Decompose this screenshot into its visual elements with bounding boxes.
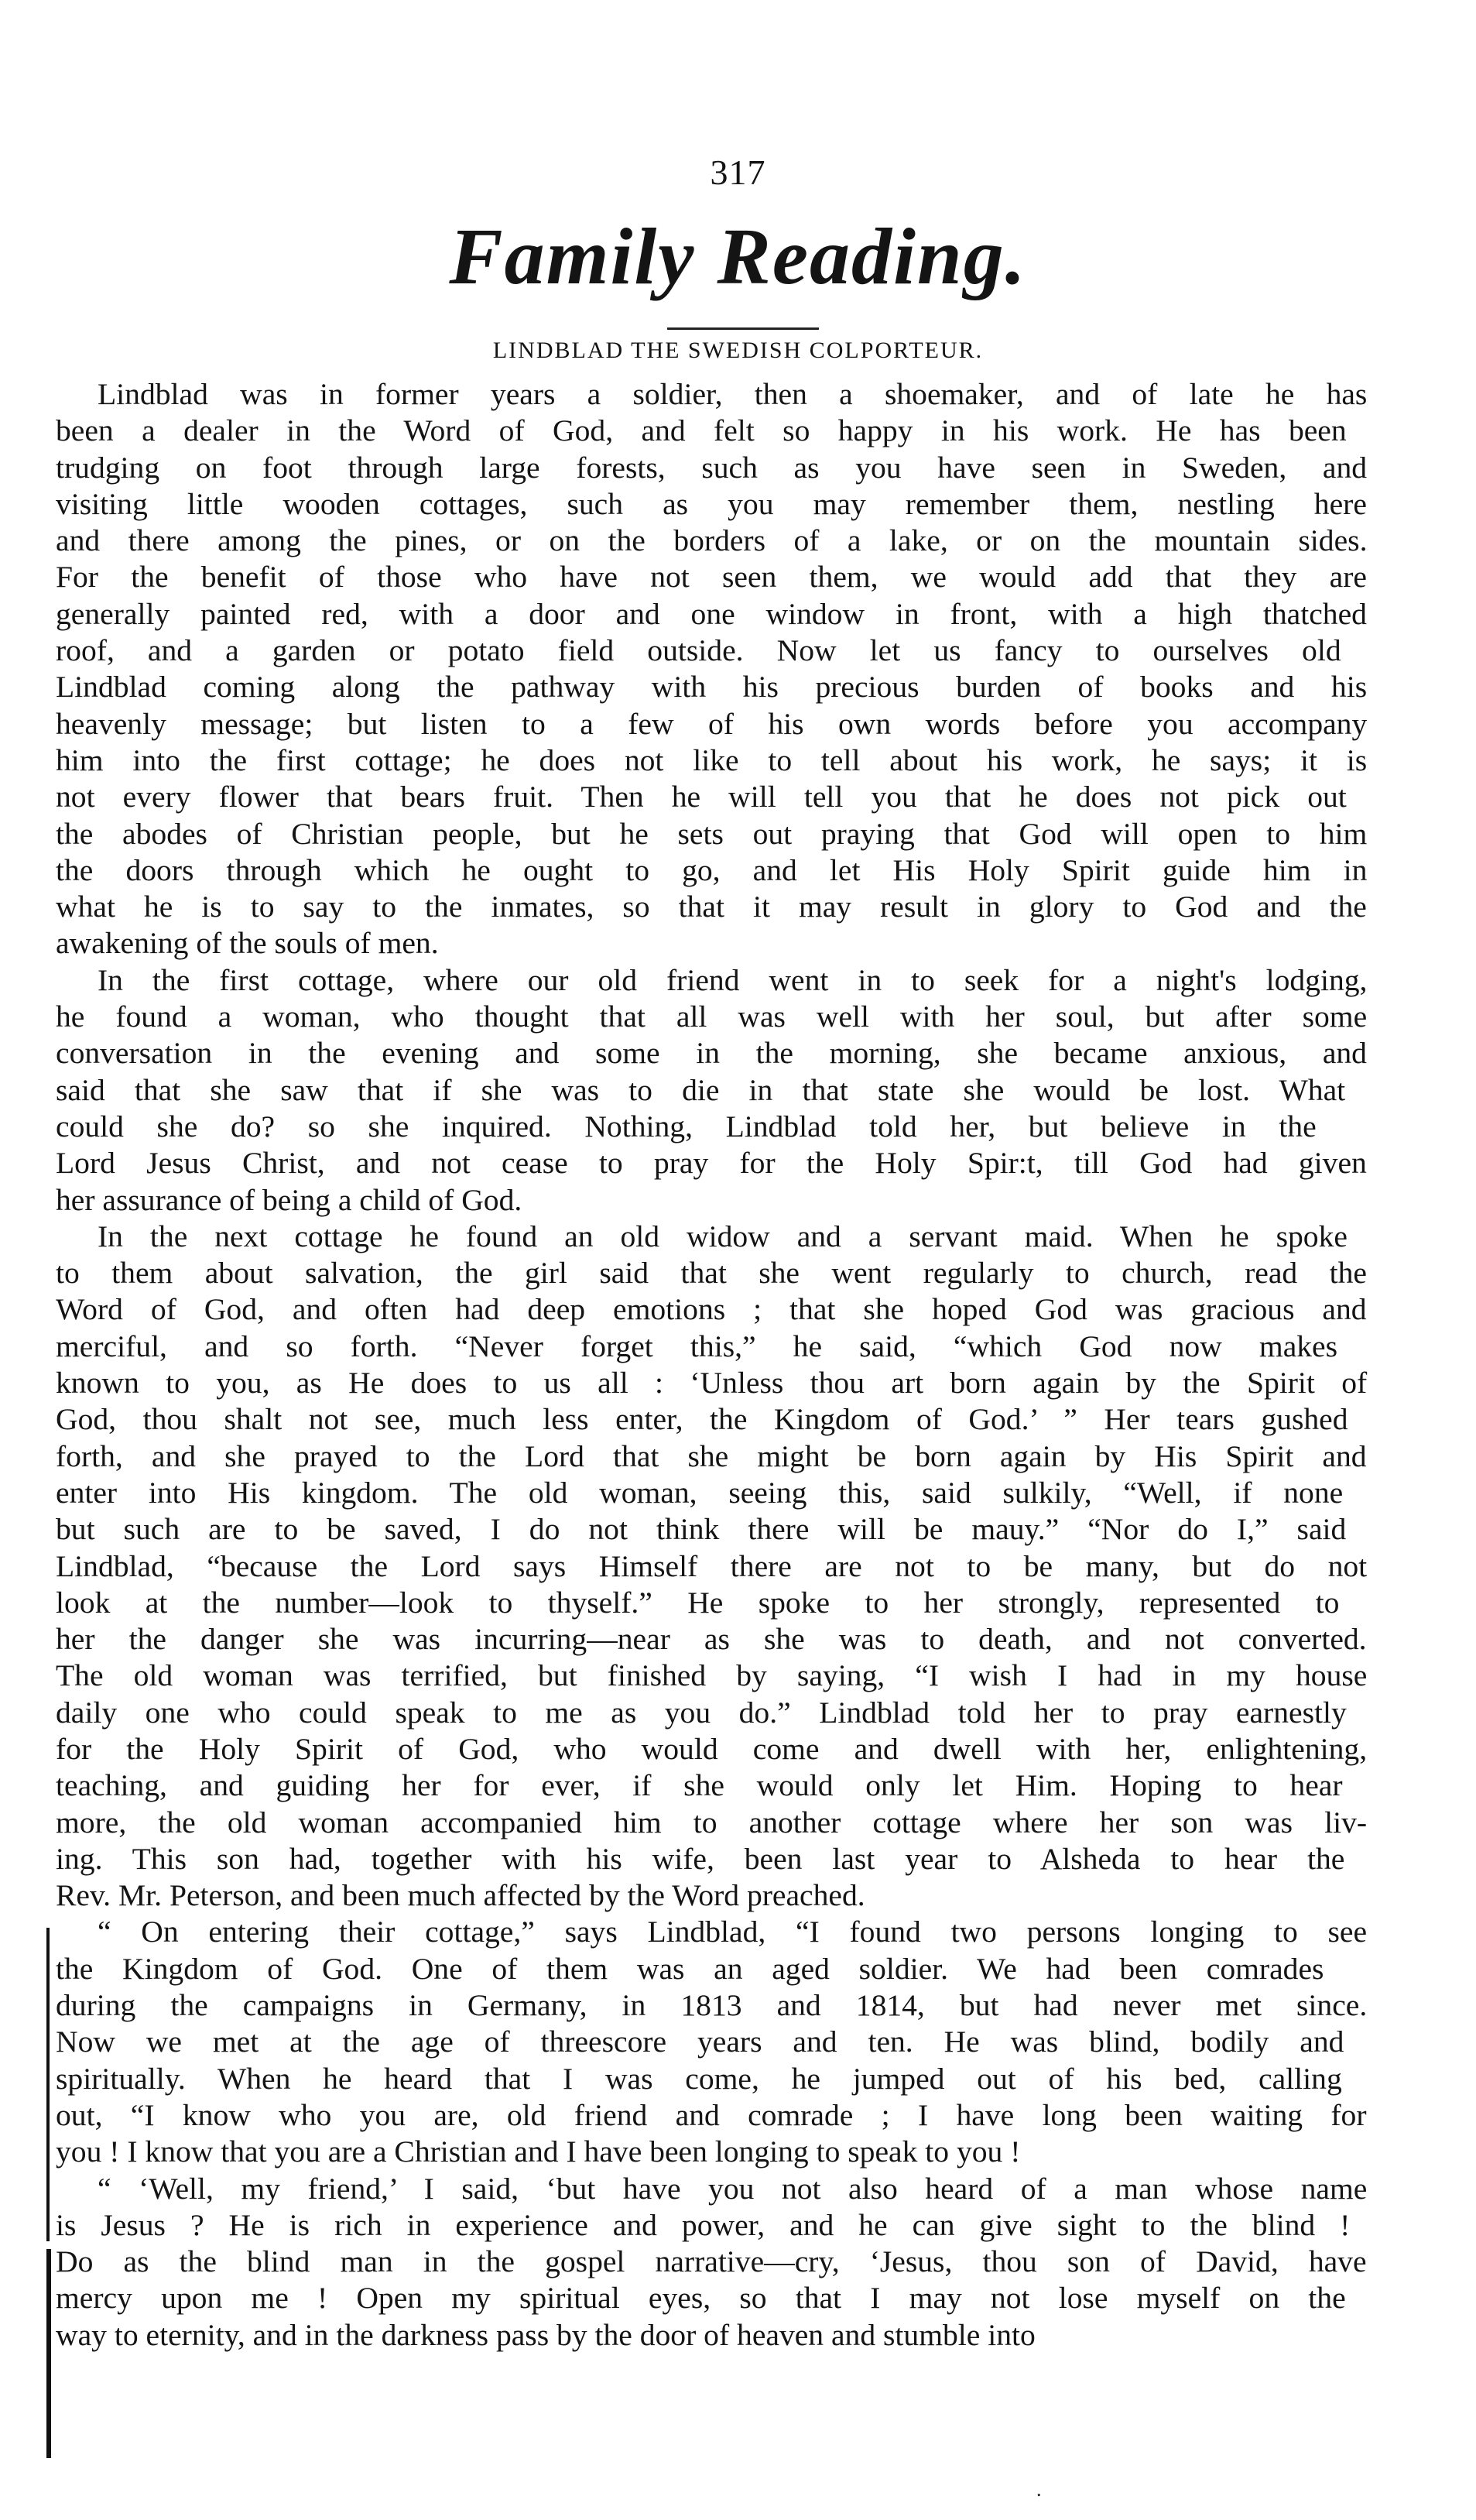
text-line: teaching, and guiding her for ever, if she would only let Him. Hoping to hear — [56, 1768, 1343, 1803]
text-line: said that she saw that if she was to die in that state she would be lost. What — [56, 1072, 1346, 1107]
text-line: look at the number—look to thyself.” He spoke to her strongly, represented to — [56, 1585, 1340, 1620]
page-number: 317 — [710, 153, 766, 192]
text-line: Word of God, and often had deep emotions ; that she hoped God was gracious and — [56, 1292, 1367, 1327]
text-line: ing. This son had, together with his wife, been last year to Alsheda to hear the — [56, 1841, 1345, 1876]
text-line: The old woman was terrified, but finished by saying, “I wish I had in my house — [56, 1658, 1368, 1693]
text-line: her the danger she was incurring—near as she was to death, and not converted. — [56, 1622, 1367, 1657]
text-line: the Kingdom of God. One of them was an aged soldier. We had been comrades — [56, 1951, 1324, 1986]
text-line: way to eternity, and in the darkness pass by the door of heaven and stumble into — [56, 2317, 1036, 2352]
text-line: merciful, and so forth. “Never forget this,” he said, “which God now makes — [56, 1329, 1338, 1363]
text-line: could she do? so she inquired. Nothing, Lindblad told her, but believe in the — [56, 1109, 1317, 1143]
text-line: enter into His kingdom. The old woman, seeing this, said sulkily, “Well, if none — [56, 1475, 1344, 1510]
text-line: Do as the blind man in the gospel narrative—cry, ‘Jesus, thou son of David, have — [56, 2244, 1367, 2279]
text-line: spiritually. When he heard that I was come, he jumped out of his bed, calling — [56, 2061, 1342, 2096]
stray-mark: . — [1036, 2478, 1042, 2501]
text-line: “ On entering their cottage,” says Lindblad, “I found two persons longing to see — [98, 1915, 1368, 1949]
text-line: and there among the pines, or on the borders of a lake, or on the mountain sides. — [56, 523, 1368, 558]
text-line: In the next cottage he found an old widow and a servant maid. When he spoke — [98, 1219, 1348, 1253]
text-line: God, thou shalt not see, much less enter, the Kingdom of God.’ ” Her tears gushed — [56, 1402, 1348, 1437]
text-line: visiting little wooden cottages, such as you may remember them, nestling here — [56, 486, 1367, 521]
text-line: for the Holy Spirit of God, who would come and dwell with her, enlightening, — [56, 1731, 1368, 1766]
text-line: Lindblad, “because the Lord says Himself there are not to be many, but do not — [56, 1548, 1368, 1583]
text-line: forth, and she prayed to the Lord that she might be born again by His Spirit and — [56, 1438, 1367, 1473]
text-line: to them about salvation, the girl said that she went regularly to church, read the — [56, 1256, 1367, 1291]
text-line: more, the old woman accompanied him to another cottage where her son was liv- — [56, 1805, 1368, 1839]
text-line: awakening of the souls of men. — [56, 926, 439, 961]
text-line: Lindblad coming along the pathway with his precious burden of books and his — [56, 670, 1368, 705]
text-line: the doors through which he ought to go, and let His Holy Spirit guide him in — [56, 852, 1368, 887]
margin-bar — [46, 2249, 51, 2458]
text-line: trudging on foot through large forests, such as you have seen in Sweden, and — [56, 450, 1368, 485]
text-line: known to you, as He does to us all : ‘Unless thou art born again by the Spirit of — [56, 1366, 1368, 1401]
text-line: him into the first cottage; he does not like to tell about his work, he says; it is — [56, 742, 1368, 777]
text-line: Now we met at the age of threescore years and ten. He was blind, bodily and — [56, 2025, 1344, 2059]
section-title: Family Reading. — [449, 212, 1027, 301]
text-line: generally painted red, with a door and one window in front, with a high thatched — [56, 596, 1367, 631]
text-line: conversation in the evening and some in the morning, she became anxious, and — [56, 1036, 1367, 1071]
text-line: during the campaigns in Germany, in 1813 and 1814, but had never met since. — [56, 1988, 1368, 2023]
text-line: Lindblad was in former years a soldier, then a shoemaker, and of late he has — [98, 377, 1368, 411]
text-line: daily one who could speak to me as you do.” Lindblad told her to pray earnestly — [56, 1695, 1347, 1730]
text-line: but such are to be saved, I do not think there will be mauy.” “Nor do I,” said — [56, 1512, 1347, 1547]
text-line: he found a woman, who thought that all was well with her soul, but after some — [56, 999, 1368, 1034]
text-line: Rev. Mr. Peterson, and been much affected by the Word preached. — [56, 1878, 865, 1913]
text-line: been a dealer in the Word of God, and felt so happy in his work. He has been — [56, 413, 1347, 448]
text-line: what he is to say to the inmates, so that it may result in glory to God and the — [56, 890, 1367, 924]
text-line: For the benefit of those who have not seen them, we would add that they are — [56, 560, 1367, 595]
article-heading: LINDBLAD THE SWEDISH COLPORTEUR. — [492, 338, 984, 363]
text-line: you ! I know that you are a Christian and I have been longing to speak to you ! — [56, 2134, 1021, 2169]
margin-bar — [46, 1928, 50, 2241]
text-line: roof, and a garden or potato field outside. Now let us fancy to ourselves old — [56, 633, 1341, 668]
text-line: not every flower that bears fruit. Then he will tell you that he does not pick out — [56, 780, 1347, 814]
text-line: heavenly message; but listen to a few of his own words before you accompany — [56, 706, 1368, 741]
article-body — [56, 376, 1367, 2354]
text-line: out, “I know who you are, old friend and comrade ; I have long been waiting for — [56, 2097, 1367, 2132]
text-line: In the first cottage, where our old friend went in to seek for a night's lodging, — [98, 962, 1368, 997]
text-line: her assurance of being a child of God. — [56, 1182, 522, 1217]
text-line: “ ‘Well, my friend,’ I said, ‘but have you not also heard of a man whose name — [98, 2171, 1368, 2206]
text-line: the abodes of Christian people, but he sets out praying that God will open to him — [56, 816, 1368, 851]
title-rule — [667, 327, 819, 330]
text-line: Lord Jesus Christ, and not cease to pray for the Holy Spir:t, till God had given — [56, 1146, 1367, 1181]
text-line: mercy upon me ! Open my spiritual eyes, so that I may not lose myself on the — [56, 2281, 1346, 2316]
text-line: is Jesus ? He is rich in experience and power, and he can give sight to the blind ! — [56, 2207, 1351, 2242]
